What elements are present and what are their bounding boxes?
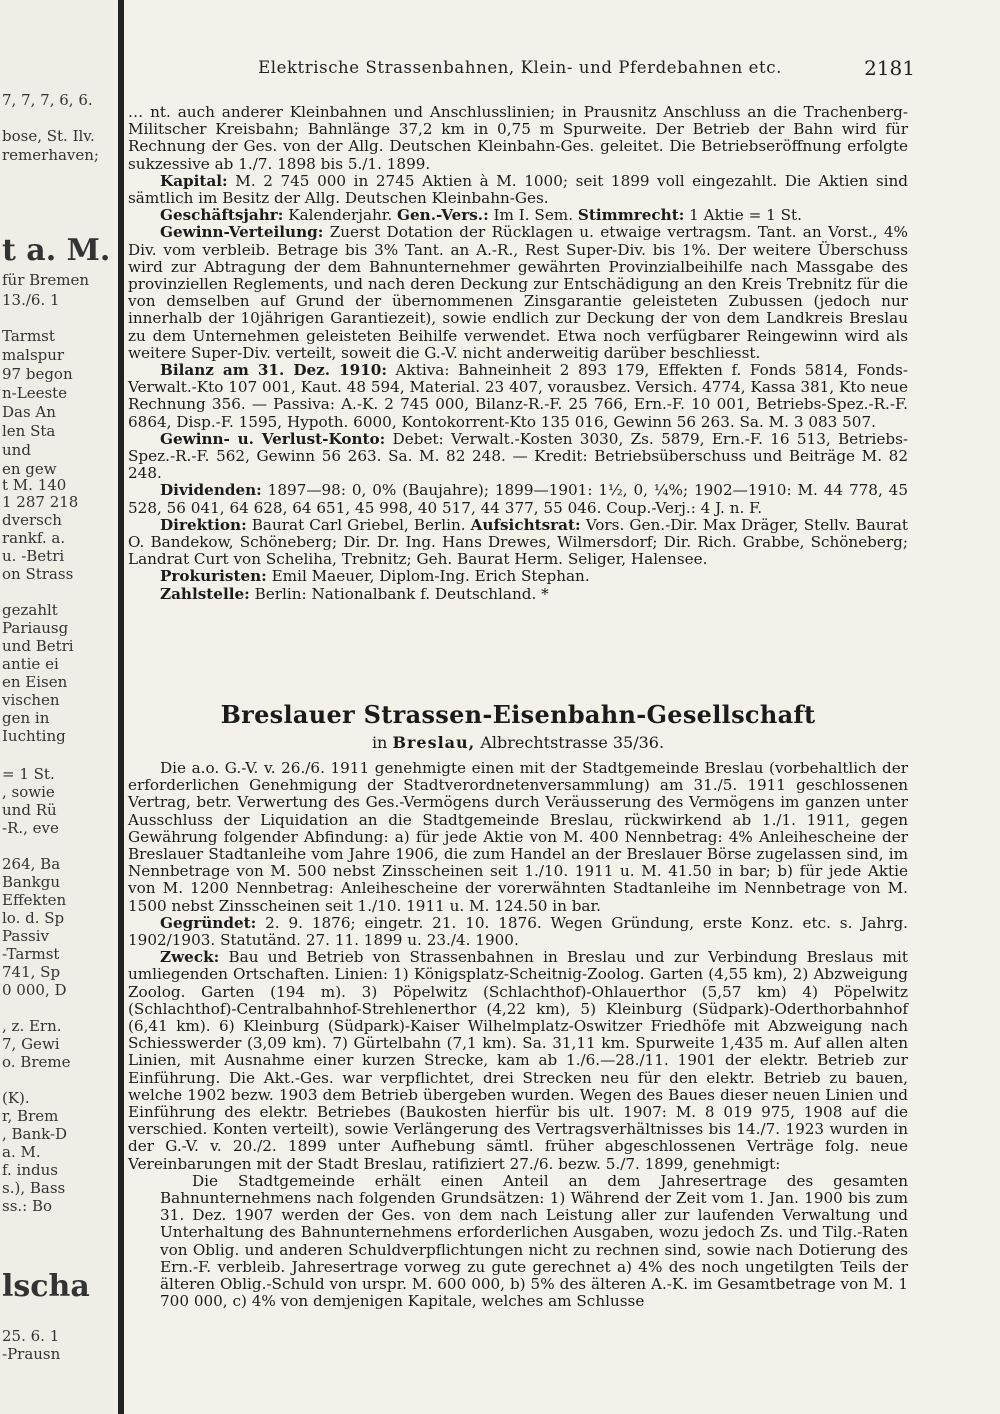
article-title: Breslauer Strassen-Eisenbahn-Gesellschaft bbox=[220, 700, 816, 729]
subtitle-prefix: in bbox=[371, 733, 393, 752]
gutter-line: 0 000, D bbox=[2, 982, 67, 999]
running-header: Elektrische Strassenbahnen, Klein- und Pferdebahnen etc. bbox=[258, 58, 782, 77]
prokuristen-section bbox=[128, 568, 908, 585]
gutter-line: bose, St. Ilv. bbox=[2, 128, 95, 145]
gutter-line: r, Brem bbox=[2, 1108, 59, 1125]
guv-label: Gewinn- u. Verlust-Konto: bbox=[160, 429, 386, 448]
guv-text: Debet: Verwalt.-Kosten 3030, Zs. 5879, Ern.-F. 16 513, Betriebs-Spez.-R.-F. 562, Gewinn 56 263. Sa. M. 82 248. — Kredit: Betriebsüberschuss und Beiträge M. 82 248. bbox=[128, 429, 908, 483]
gutter-line: remerhaven; bbox=[2, 147, 99, 164]
geschaeftsjahr-label: Geschäftsjahr: bbox=[160, 206, 284, 225]
gutter-line: antie ei bbox=[2, 656, 59, 673]
prokuristen-label: Prokuristen: bbox=[160, 567, 267, 586]
gutter-line: 97 begon bbox=[2, 366, 73, 383]
gewinn-label: Gewinn-Verteilung: bbox=[160, 223, 324, 242]
geschaeftsjahr-text: Kalenderjahr. bbox=[283, 206, 398, 225]
gutter-line: gen in bbox=[2, 710, 50, 727]
gutter-line: t a. M. bbox=[2, 234, 111, 268]
vertrag-paragraph: Die a.o. G.-V. v. 26./6. 1911 genehmigte einen mit der Stadtgemeinde Breslau (vorbehaltlich der erforderlichen Genehmigung der Stadtverordnetenversammlung) am 31./5. 1911 geschlossenen Vertrag, betr. Verwertung des Ges.-Vermögens durch Veräusserung des Vermögens im ganzen unter Ausschluss der Liquidation an die Stadtgemeinde Breslau, rückwirkend ab 1./1. 1911, gegen Gewährung folgender Abfindung: a) für jede Aktie von M. 400 Nennbetrag: 4% Anleihescheine der Breslauer Stadtanleihe vom Jahre 1906, die zum Handel an der Breslauer Börse zugelassen sind, im Nennbetrage von M. 500 nebst Zinsscheinen seit 1./10. 1911 u. M. 41.50 in bar; b) für jede Aktie von M. 1200 Nennbetrag: Anleihescheine der vorerwähnten Stadtanleihe im Nennbetrage von M. 1500 nebst Zinsscheinen seit 1./10. 1911 u. M. 124.50 in bar. bbox=[128, 759, 908, 915]
gutter-line: , sowie bbox=[2, 784, 55, 801]
direktion-text: Baurat Carl Griebel, Berlin. bbox=[246, 515, 471, 534]
gutter-line: lo. d. Sp bbox=[2, 910, 65, 927]
zweck-text: Bau und Betrieb von Strassenbahnen in Breslau und zur Verbindung Breslaus mit umliegenden Ortschaften. Linien: 1) Königsplatz-Scheitnig-Zoolog. Garten (4,55 km), 2) Abzweigung Zoolog. Garten (194 m). 3) Pöpelwitz (Schlachthof)-Ohlauerthor (5,57 km) 4) Pöpelwitz (Schlachthof)-Centralbahnhof-Strehlenerthor (4,22 km), 5) Kleinburg (Südpark)-Oderthorbahnhof (6,41 km). 6) Kleinburg (Südpark)-Kaiser Wilhelmplatz-Oswitzer Friedhöfe mit Abzweigung nach Schiesswerder (3,09 km). 7) Gürtelbahn (7,1 km). Sa. 31,11 km. Spurweite 1,435 m. Auf allen alten Linien, mit Ausnahme einer kurzen Strecke, kam ab 1./6.—28./11. 1901 der elektr. Betrieb zur Einführung. Die Akt.-Ges. war verpflichtet, drei Strecken neu für den elektr. Betrieb zu bauen, welche 1902 bezw. 1903 dem Betrieb übergeben wurden. Wegen des Baues dieser neuen Linien und Einführung des elektr. Betriebes (Baukosten hierfür bis ult. 1907: M. 8 019 975, 1908 auf die verschied. Konten verteilt), sowie Verlängerung des Vertragsverhältnisses bis 14./7. 1923 wurden in der G.-V. v. 20./2. 1899 unter Aufhebung sämtl. früher abgeschlossenen Verträge folg. neue Vereinbarungen mit der Stadt Breslau, ratifiziert 27./6. bezw. 5./7. 1899, genehmigt: bbox=[128, 948, 908, 1173]
gutter-line: gezahlt bbox=[2, 602, 58, 619]
gutter-line: ss.: Bo bbox=[2, 1198, 53, 1215]
gutter-line: Tarmst bbox=[2, 328, 55, 345]
dividenden-text: 1897—98: 0, 0% (Baujahre); 1899—1901: 1½, 0, ¼%; 1902—1910: M. 44 778, 45 528, 56 041, 64 628, 64 651, 45 998, 40 517, 44 377, 55 046. Coup.-Verj.: 4 J. n. F. bbox=[128, 481, 908, 517]
gutter-line: -R., eve bbox=[2, 820, 59, 837]
gutter-line: (K). bbox=[2, 1090, 30, 1107]
second-article bbox=[128, 760, 908, 1311]
gutter-line: -Tarmst bbox=[2, 946, 60, 963]
meta-section bbox=[128, 207, 908, 224]
stimmrecht-text: 1 Aktie = 1 St. bbox=[684, 206, 802, 225]
gutter-line: 741, Sp bbox=[2, 964, 61, 981]
gutter-line: t M. 140 bbox=[2, 477, 67, 494]
gutter-line: und bbox=[2, 442, 31, 459]
zahlstelle-text: Berlin: Nationalbank f. Deutschland. * bbox=[249, 584, 549, 603]
aufsichtsrat-text: Vors. Gen.-Dir. Max Dräger, Stellv. Baurat O. Bandekow, Schöneberg; Dir. Dr. Ing. Hans Drewes, Wilmersdorf; Dir. Rich. Grabbe, Schöneberg; Landrat Curt von Scheliha, Trebnitz; Geh. Baurat Herm. Seliger, Halensee. bbox=[128, 515, 908, 569]
gutter-line: Bankgu bbox=[2, 874, 60, 891]
gutter-line: len Sta bbox=[2, 423, 56, 440]
gutter-line: dversch bbox=[2, 512, 62, 529]
gutter-line: -Prausn bbox=[2, 1346, 61, 1363]
gutter-line: für Bremen bbox=[2, 272, 89, 289]
stimmrecht-label: Stimmrecht: bbox=[577, 206, 685, 225]
gutter-line: 1 287 218 bbox=[2, 494, 79, 511]
kapital-text: M. 2 745 000 in 2745 Aktien à M. 1000; seit 1899 voll eingezahlt. Die Aktien sind sämtlich im Besitz der Allg. Deutschen Kleinbahn-Ges. bbox=[128, 171, 908, 208]
genvers-label: Gen.-Vers.: bbox=[397, 206, 489, 225]
gutter-line: f. indus bbox=[2, 1162, 58, 1179]
gutter-line: 264, Ba bbox=[2, 856, 61, 873]
gutter-line: en gew bbox=[2, 461, 57, 478]
gutter-line: s.), Bass bbox=[2, 1180, 66, 1197]
gewinn-text: Zuerst Dotation der Rücklagen u. etwaige vertragsm. Tant. an Vorst., 4% Div. vom verbleib. Betrage bis 3% Tant. an A.-R., Rest Super-Div. bis 1%. Der weitere Überschuss wird zur Abtragung der dem Bahnunternehmer gewährten Provinzialbeihilfe nach Massgabe des provinziellen Reglements, und nach deren Deckung zur Entschädigung an den Kreis Trebnitz für die von demselben auf Grund der übernommenen Zinsgarantie geleisteten Zubussen (jedoch nur innerhalb der 10jährigen Garantiezeit), sowie endlich zur Deckung der von dem Landkreis Breslau zu dem Unternehmen geleisteten Beihilfe verwendet. Etwa noch verfügbarer Reingewinn wird als weitere Super-Div. verteilt, soweit die G.-V. nicht anderweitig darüber beschliesst. bbox=[128, 223, 908, 362]
zahlstelle-label: Zahlstelle: bbox=[160, 584, 250, 603]
zweck-label: Zweck: bbox=[160, 948, 220, 967]
gewinn-section bbox=[128, 224, 908, 362]
gegruendet-text: 2. 9. 1876; eingetr. 21. 10. 1876. Wegen Gründung, erste Konz. etc. s. Jahrg. 1902/1903. Statutänd. 27. 11. 1899 u. 23./4. 1900. bbox=[128, 913, 908, 950]
kapital-label: Kapital: bbox=[160, 171, 228, 190]
gutter-line: on Strass bbox=[2, 566, 74, 583]
gutter-line: 7, Gewi bbox=[2, 1036, 60, 1053]
gutter-line: en Eisen bbox=[2, 674, 68, 691]
gegruendet-section bbox=[128, 915, 908, 949]
bilanz-label: Bilanz am 31. Dez. 1910: bbox=[160, 361, 387, 380]
gutter-line: und Rü bbox=[2, 802, 57, 819]
direktion-label: Direktion: bbox=[160, 515, 247, 534]
gutter-line: n-Leeste bbox=[2, 385, 68, 402]
guv-section bbox=[128, 431, 908, 483]
gutter-line: Iuchting bbox=[2, 728, 66, 745]
anteil-paragraph: Die Stadtgemeinde erhält einen Anteil an dem Jahresertrage des gesamten Bahnunternehmens nach folgenden Grundsätzen: 1) Während der Zeit vom 1. Jan. 1900 bis zum 31. Dez. 1907 werden der Ges. von dem nach Leistung aller zur laufenden Verwaltung und Unterhaltung des Bahnunternehmens erforderlichen Ausgaben, wozu jedoch Zs. und Tilg.-Raten von Oblig. und anderen Schuldverpflichtungen nicht zu rechnen sind, sowie nach Dotierung des Ern.-F. verbleib. Jahresertrage vorweg zu gute gerechnet a) 4% des noch ungetilgten Teils der älteren Oblig.-Schuld von urspr. M. 600 000, b) 5% des älteren A.-K. im Gesamtbetrage von M. 1 700 000, c) 4% von demjenigen Kapitale, welches am Schlusse bbox=[160, 1171, 908, 1311]
kapital-section bbox=[128, 173, 908, 207]
gutter-line: 13./6. 1 bbox=[2, 292, 60, 309]
direktion-section bbox=[128, 517, 908, 569]
gutter-line: Pariausg bbox=[2, 620, 69, 637]
gutter-line: und Betri bbox=[2, 638, 74, 655]
gutter-line: vischen bbox=[2, 692, 60, 709]
intro-paragraph: … nt. auch anderer Kleinbahnen und Anschlusslinien; in Prausnitz Anschluss an die Trachenberg-Militscher Kreisbahn; Bahnlänge 37,2 km in 0,75 m Spurweite. Der Betrieb der Bahn wird für Rechnung der Ges. von der Allg. Deutschen Kleinbahn-Ges. geleitet. Die Betriebseröffnung erfolgte sukzessive ab 1./7. 1898 bis 5./1. 1899. bbox=[128, 103, 908, 173]
subtitle-address: Albrechtstrasse 35/36. bbox=[475, 733, 665, 752]
prokuristen-text: Emil Maeuer, Diplom-Ing. Erich Stephan. bbox=[266, 567, 590, 586]
bilanz-section bbox=[128, 362, 908, 431]
left-page-fragment bbox=[0, 0, 124, 1414]
genvers-text: Im I. Sem. bbox=[488, 206, 578, 225]
gutter-line: 7, 7, 7, 6, 6. bbox=[2, 92, 93, 109]
gutter-line: lscha bbox=[2, 1270, 90, 1304]
gegruendet-label: Gegründet: bbox=[160, 913, 257, 932]
dividenden-label: Dividenden: bbox=[160, 481, 262, 500]
gutter-line: , Bank-D bbox=[2, 1126, 68, 1143]
top-article bbox=[128, 104, 908, 603]
aufsichtsrat-label: Aufsichtsrat: bbox=[470, 515, 581, 534]
gutter-line: u. -Betri bbox=[2, 548, 65, 565]
gutter-line: Das An bbox=[2, 404, 56, 421]
gutter-line: , z. Ern. bbox=[2, 1018, 62, 1035]
gutter-line: Passiv bbox=[2, 928, 50, 945]
zahlstelle-section bbox=[128, 586, 908, 603]
subtitle-city: Breslau, bbox=[392, 733, 476, 752]
page-number: 2181 bbox=[864, 56, 915, 80]
zweck-section bbox=[128, 949, 908, 1173]
article-subtitle bbox=[128, 733, 908, 752]
gutter-line: Effekten bbox=[2, 892, 67, 909]
gutter-line: rankf. a. bbox=[2, 530, 66, 547]
gutter-line: = 1 St. bbox=[2, 766, 55, 783]
dividenden-section bbox=[128, 482, 908, 516]
gutter-line: malspur bbox=[2, 347, 65, 364]
gutter-line: a. M. bbox=[2, 1144, 41, 1161]
gutter-line: 25. 6. 1 bbox=[2, 1328, 60, 1345]
gutter-line: o. Breme bbox=[2, 1054, 71, 1071]
bilanz-text: Aktiva: Bahneinheit 2 893 179, Effekten f. Fonds 5814, Fonds-Verwalt.-Kto 107 001, Kaut. 48 594, Material. 23 407, vorausbez. Versich. 4774, Kassa 381, Kto neue Rechnung 356. — Passiva: A.-K. 2 745 000, Bilanz-R.-F. 25 766, Ern.-F. 10 001, Betriebs-Spez.-R.-F. 6864, Disp.-F. 1595, Hypoth. 6000, Kontokorrent-Kto 135 016, Gewinn 56 263. Sa. M. 3 083 507. bbox=[128, 361, 908, 431]
